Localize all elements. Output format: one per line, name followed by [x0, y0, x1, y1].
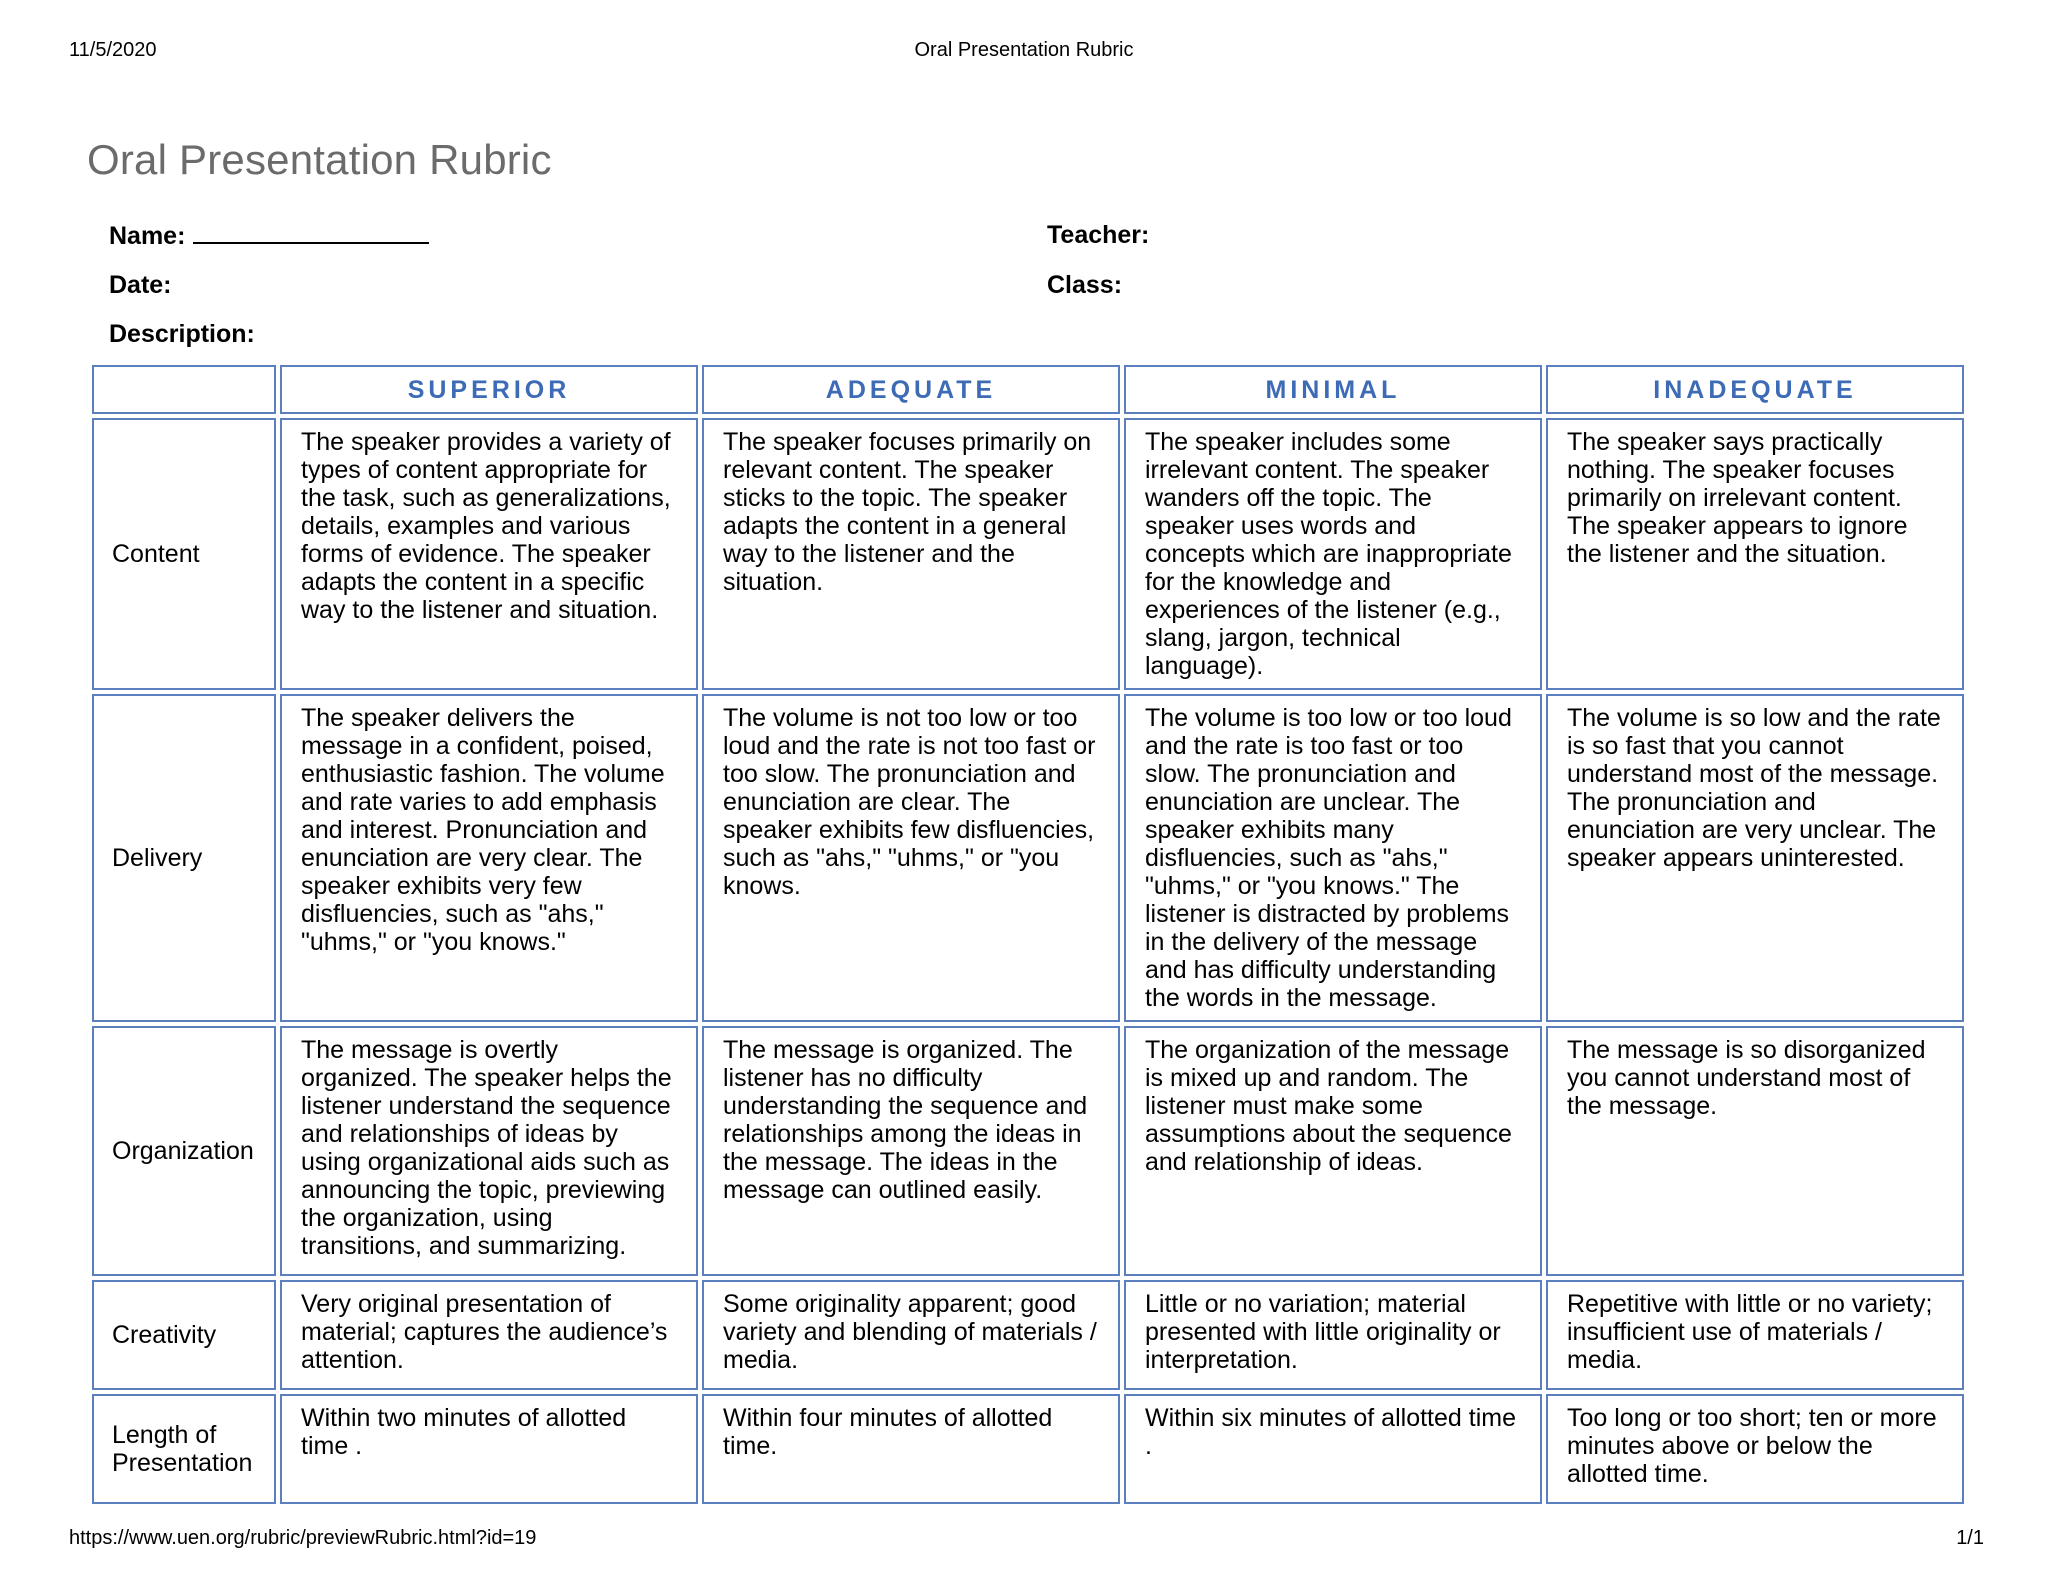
rubric-cell-minimal: The volume is too low or too loud and the rate is too fast or too slow. The pronunciation and enunciation are unclear. The speaker exhibits many disfluencies, such as "ahs," "uhms," or "you knows." The listener is distracted by problems in the delivery of the message and has difficulty understanding the words in the message.	[1124, 694, 1542, 1022]
rubric-cell-minimal: Within six minutes of allotted time .	[1124, 1394, 1542, 1504]
rubric-row-delivery	[92, 694, 1964, 1022]
page-title: Oral Presentation Rubric	[87, 136, 552, 183]
criterion-label: Content	[92, 418, 276, 690]
rubric-cell-superior: Very original presentation of material; captures the audience’s attention.	[280, 1280, 698, 1390]
print-header-title: Oral Presentation Rubric	[914, 39, 1134, 61]
rubric-cell-superior: The speaker provides a variety of types of content appropriate for the task, such as generalizations, details, examples and various forms of evidence. The speaker adapts the content in a specific way to the listener and situation.	[280, 418, 698, 690]
rubric-cell-superior: The message is overtly organized. The speaker helps the listener understand the sequence and relationships of ideas by using organizational aids such as announcing the topic, previewing the organization, using transitions, and summarizing.	[280, 1026, 698, 1276]
rubric-cell-inadequate: The message is so disorganized you cannot understand most of the message.	[1546, 1026, 1964, 1276]
description-label: Description:	[109, 320, 255, 348]
rubric-cell-inadequate: Repetitive with little or no variety; insufficient use of materials / media.	[1546, 1280, 1964, 1390]
rubric-cell-minimal: The speaker includes some irrelevant content. The speaker wanders off the topic. The speaker uses words and concepts which are inappropriate for the knowledge and experiences of the listener (e.g., slang, jargon, technical language).	[1124, 418, 1542, 690]
rubric-cell-adequate: Within four minutes of allotted time.	[702, 1394, 1120, 1504]
rubric-cell-adequate: The speaker focuses primarily on relevant content. The speaker sticks to the topic. The speaker adapts the content in a general way to the listener and the situation.	[702, 418, 1120, 690]
name-label: Name:	[109, 222, 186, 250]
teacher-label: Teacher:	[1047, 221, 1150, 249]
print-footer-url: https://www.uen.org/rubric/previewRubric.html?id=19	[69, 1527, 537, 1549]
criterion-label: Organization	[92, 1026, 276, 1276]
rubric-cell-minimal: The organization of the message is mixed up and random. The listener must make some assumptions about the sequence and relationship of ideas.	[1124, 1026, 1542, 1276]
rubric-cell-adequate: The volume is not too low or too loud and the rate is not too fast or too slow. The pronunciation and enunciation are clear. The speaker exhibits few disfluencies, such as "ahs," "uhms," or "you knows.	[702, 694, 1120, 1022]
rubric-header-superior: SUPERIOR	[280, 365, 698, 414]
rubric-row-organization	[92, 1026, 1964, 1276]
rubric-cell-inadequate: Too long or too short; ten or more minutes above or below the allotted time.	[1546, 1394, 1964, 1504]
description-field	[109, 319, 255, 349]
rubric-row-creativity	[92, 1280, 1964, 1390]
date-field	[109, 270, 172, 300]
rubric-header-inadequate: INADEQUATE	[1546, 365, 1964, 414]
rubric-cell-adequate: The message is organized. The listener has no difficulty understanding the sequence and relationships among the ideas in the message. The ideas in the message can outlined easily.	[702, 1026, 1120, 1276]
rubric-row-content	[92, 418, 1964, 690]
teacher-field	[1047, 220, 1149, 250]
rubric-header-corner	[92, 365, 276, 414]
print-footer-page-number: 1/1	[1956, 1527, 1984, 1549]
rubric-cell-superior: The speaker delivers the message in a confident, poised, enthusiastic fashion. The volume and rate varies to add emphasis and interest. Pronunciation and enunciation are very clear. The speaker exhibits very few disfluencies, such as "ahs," "uhms," or "you knows."	[280, 694, 698, 1022]
rubric-table	[88, 361, 1968, 1508]
rubric-header-row	[92, 365, 1964, 414]
date-label: Date:	[109, 271, 172, 299]
rubric-cell-minimal: Little or no variation; material presented with little originality or interpretation.	[1124, 1280, 1542, 1390]
rubric-cell-superior: Within two minutes of allotted time .	[280, 1394, 698, 1504]
class-label: Class:	[1047, 271, 1123, 299]
rubric-header-minimal: MINIMAL	[1124, 365, 1542, 414]
rubric-cell-adequate: Some originality apparent; good variety and blending of materials / media.	[702, 1280, 1120, 1390]
print-header-date: 11/5/2020	[69, 39, 157, 61]
criterion-label: Creativity	[92, 1280, 276, 1390]
class-field	[1047, 270, 1122, 300]
rubric-cell-inadequate: The speaker says practically nothing. The speaker focuses primarily on irrelevant content. The speaker appears to ignore the listener and the situation.	[1546, 418, 1964, 690]
rubric-row-length	[92, 1394, 1964, 1504]
criterion-label: Length of Presentation	[92, 1394, 276, 1504]
rubric-header-adequate: ADEQUATE	[702, 365, 1120, 414]
name-blank-line	[193, 220, 429, 244]
name-field	[109, 220, 429, 251]
rubric-cell-inadequate: The volume is so low and the rate is so fast that you cannot understand most of the message. The pronunciation and enunciation are very unclear. The speaker appears uninterested.	[1546, 694, 1964, 1022]
criterion-label: Delivery	[92, 694, 276, 1022]
